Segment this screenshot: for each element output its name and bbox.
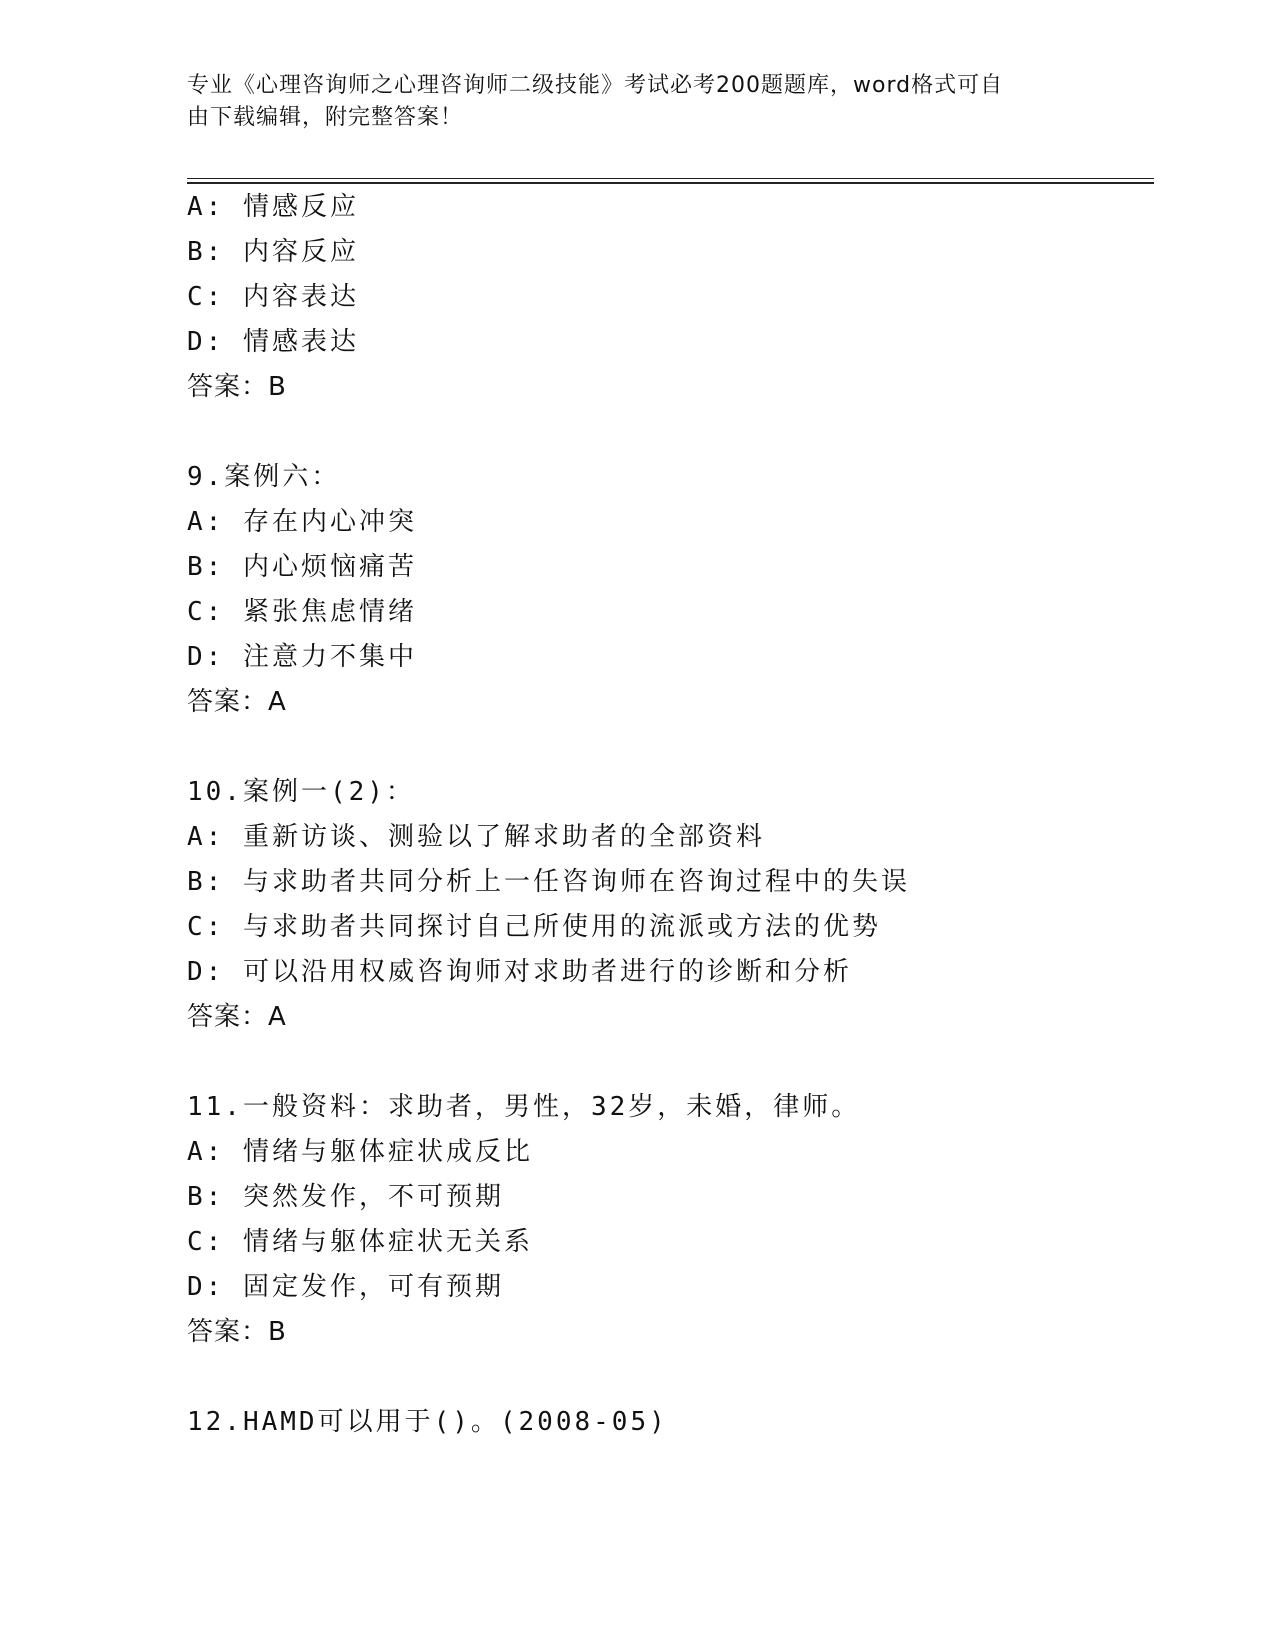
q8-option-d: D: 情感表达 xyxy=(187,327,359,357)
q11-title: 11.一般资料：求助者，男性，32岁，未婚，律师。 xyxy=(187,1092,861,1122)
q10-option-c: C: 与求助者共同探讨自己所使用的流派或方法的优势 xyxy=(187,912,881,942)
q10-option-a: A: 重新访谈、测验以了解求助者的全部资料 xyxy=(187,822,765,852)
header-line-2: 由下载编辑，附完整答案！ xyxy=(187,105,464,130)
q9-option-b: B: 内心烦恼痛苦 xyxy=(187,552,417,582)
header-divider-thin xyxy=(187,178,1154,179)
q9-option-d: D: 注意力不集中 xyxy=(187,642,417,672)
q10-option-b: B: 与求助者共同分析上一任咨询师在咨询过程中的失误 xyxy=(187,867,910,897)
q9-title: 9.案例六： xyxy=(187,462,341,492)
document-header xyxy=(187,70,1087,134)
q11-option-a: A: 情绪与躯体症状成反比 xyxy=(187,1137,533,1167)
q11-option-b: B: 突然发作，不可预期 xyxy=(187,1182,504,1212)
q11-answer: 答案：B xyxy=(187,1317,287,1347)
q9-option-a: A: 存在内心冲突 xyxy=(187,507,417,537)
q10-answer: 答案：A xyxy=(187,1002,287,1032)
q10-option-d: D: 可以沿用权威咨询师对求助者进行的诊断和分析 xyxy=(187,957,852,987)
q8-option-a: A: 情感反应 xyxy=(187,192,359,222)
q8-answer: 答案：B xyxy=(187,372,287,402)
q9-answer: 答案：A xyxy=(187,687,287,717)
header-divider-thick xyxy=(187,182,1154,184)
q11-option-c: C: 情绪与躯体症状无关系 xyxy=(187,1227,533,1257)
q10-title: 10.案例一(2)： xyxy=(187,777,415,807)
q8-option-c: C: 内容表达 xyxy=(187,282,359,312)
header-line-1: 专业《心理咨询师之心理咨询师二级技能》考试必考200题题库，word格式可自 xyxy=(187,73,1004,98)
q9-option-c: C: 紧张焦虑情绪 xyxy=(187,597,417,627)
q11-option-d: D: 固定发作，可有预期 xyxy=(187,1272,504,1302)
q8-option-b: B: 内容反应 xyxy=(187,237,359,267)
q12-title: 12.HAMD可以用于()。(2008-05) xyxy=(187,1407,668,1437)
